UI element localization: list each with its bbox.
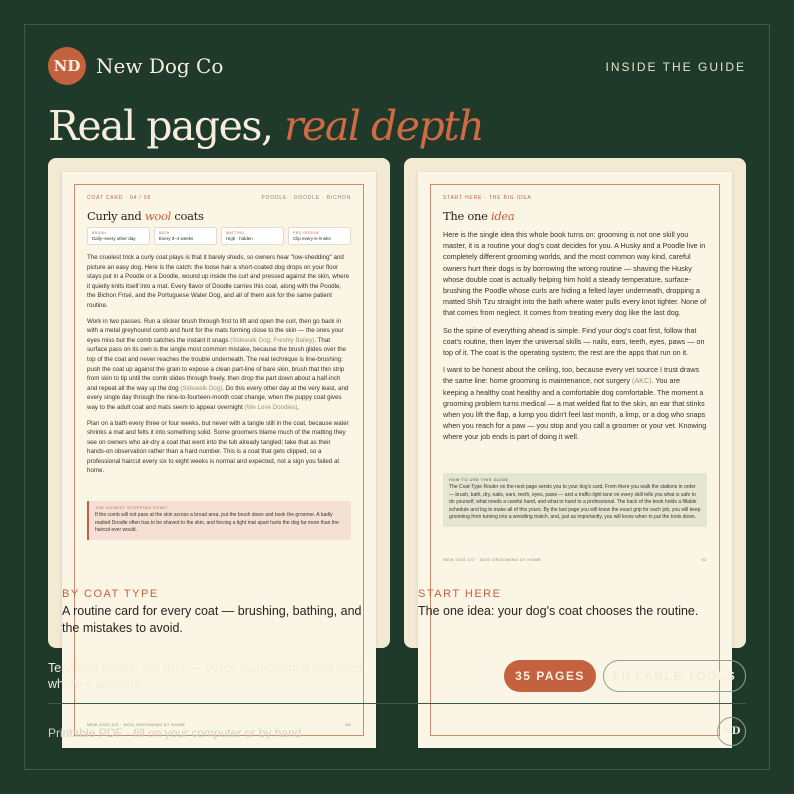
text-run: Work in two passes. Run a slicker brush through first to lift and open the curl, then go back in with a metal greyhound comb and hunt for the mats forming close to the skin — the ones your eyes miss but the comb catches the instant it snags xyxy=(87,317,344,344)
chip-bath xyxy=(154,227,217,245)
text-run: . Do this every other day at the very least, and every single day through the nine-to-fourteen-month coat change, when the puppy coat gives way to the adult coat and mats seem to appear overnight xyxy=(87,384,349,411)
divider xyxy=(48,703,746,704)
headline-part-b: real depth xyxy=(284,102,484,150)
pages-count-pill: 35 PAGES xyxy=(504,660,596,692)
page-number: 02 xyxy=(701,557,707,562)
note-text: The Coat-Type Router on the next page sends you to your dog's card. From there you walk the stations in order — brush, bath, dry, nails, ears, teeth, eyes, paws — and a traffic-light lane on every skill tells you what is safe to do yourself, what needs a careful hand, and what to hand to a professional. The back of the book holds a fillable schedule and log to make all of this yours. By the last page you will know the exact grip for each job, you will keep grooming from turning into a wrestling match, and, just as importantly, you will know when to put the tools down. xyxy=(449,484,701,520)
headline xyxy=(48,102,483,150)
paragraph: Here is the single idea this whole book turns on: grooming is not one skill you master, it is a routine your dog's coat decides for you. A Husky and a Poodle live in completely different grooming worlds, and the most common way kind, careful owners hurt their dogs is by borrowing the wrong routine — shaving the Husky whose double coat is actually helping him hold a steady temperature, surface-brushing the Poodle whose curls are hiding a felted layer underneath, dropping a matted Shih Tzu straight into the bath where water pulls every knot tighter. None of that comes from neglect. It comes from treating every dog like the last dog. xyxy=(443,230,707,318)
chip-value: High · hidden xyxy=(226,236,253,241)
stopping-point-note xyxy=(87,501,351,540)
page-border xyxy=(74,184,364,736)
chip-key: PRO GROOM xyxy=(293,231,319,235)
page-number: 08 xyxy=(345,722,351,727)
paragraph xyxy=(443,364,707,442)
card-start-here xyxy=(404,158,746,648)
paragraph: The cruelest trick a curly coat plays is that it barely sheds, so owners hear "low-shedding" and picture an easy dog. Here is the catch: the loose hair a short-coated dog drops on your floor stays put in a Poodle or a Doodle, wound up inside the curl and pressed against the skin, where it quietly knits itself into a mat. Every flavor of Doodle carries this coat, along with the Poodle, the Bichon Frisé, and the Portuguese Water Dog, and all of them ask for the same patient routine. xyxy=(87,254,350,309)
note-heading: HOW TO USE THIS GUIDE xyxy=(449,478,509,482)
chip-value: Every 3–4 weeks xyxy=(159,236,194,241)
page-footer-label: NEW DOG CO · DOG GROOMING AT HOME xyxy=(87,722,186,727)
citation: (We Love Doodles) xyxy=(244,403,298,411)
chip-matting xyxy=(221,227,284,245)
headline-part-a: Real pages, xyxy=(48,102,273,150)
chip-row xyxy=(87,227,351,245)
page-title xyxy=(443,209,514,223)
brand-name: New Dog Co xyxy=(96,54,224,78)
chip-pro-groom xyxy=(288,227,351,245)
page-top-bar xyxy=(443,195,707,201)
card-caption: A routine card for every coat — brushing, bathing, and the mistakes to avoid. xyxy=(62,604,362,635)
page-title-c: coats xyxy=(174,209,204,223)
paragraph xyxy=(87,317,351,413)
chip-value: Daily–every other day xyxy=(92,236,136,241)
page-footer-label: NEW DOG CO · DOG GROOMING AT HOME xyxy=(443,557,542,562)
paragraph: Plan on a bath every three or four weeks, but never with a tangle still in the coat, because water shrinks a mat and felts it into something solid. Some groomers blame much of the matting they see on owners who air-dry a coat that went into the tub already tangled; take that as their hands-on observation rather than a hard number. This is a coat that gets clipped, so a professional haircut every six to eight weeks is normal and expected, not a sign you failed at home. xyxy=(87,419,349,475)
page-title-a: The one xyxy=(443,209,488,223)
card-caption: The one idea: your dog's coat chooses the routine. xyxy=(418,604,699,618)
teaching-note: Teaching pages, not filler — every load-bearing fact cited where it appears. xyxy=(48,661,363,691)
note-heading: THE HONEST STOPPING POINT xyxy=(95,506,168,510)
page-border xyxy=(430,184,720,736)
page-body xyxy=(87,253,351,482)
page-footer xyxy=(443,557,707,562)
citation: (Sidewalk Dog) xyxy=(180,384,223,392)
printable-note: Printable PDF · fill on your computer or by hand xyxy=(48,726,302,740)
paragraph: So the spine of everything ahead is simple. Find your dog's coat first, follow that coat's routine, then layer the universal skills — nails, ears, teeth, eyes, paws — on top of it. The coat is the operating system; the rest are the apps that run on it. xyxy=(443,325,705,358)
note-text: If the comb will not pass at the skin across a broad area, put the brush down and book the groomer. A badly matted Doodle often has to be shaved to the skin, and forcing a tight mat apart hurts the dog far more than the haircut ever would. xyxy=(95,512,339,533)
page-top-bar xyxy=(87,195,351,201)
citation: (AKC) xyxy=(631,376,652,386)
citation: (Sidewalk Dog; Freshly Bailey) xyxy=(230,336,315,344)
text-run: I want to be honest about the ceiling, too, because every vet source I trust draws the same line: home grooming is maintenance, not surgery xyxy=(443,365,700,386)
page-title-a: Curly and xyxy=(87,209,142,223)
page-title-b: idea xyxy=(490,209,515,223)
card-label: START HERE xyxy=(418,588,502,600)
chip-key: MATTING xyxy=(226,231,245,235)
mini-logo-badge: ND xyxy=(717,717,746,746)
chip-key: BATH xyxy=(159,231,170,235)
text-run: . xyxy=(297,403,300,411)
logo-badge: ND xyxy=(48,47,86,85)
page-breeds-label: POODLE · DOODLE · BICHON xyxy=(261,195,351,201)
header-kicker: INSIDE THE GUIDE xyxy=(605,60,746,74)
fillable-tools-pill: FILLABLE TOOLS xyxy=(603,660,746,692)
card-label: BY COAT TYPE xyxy=(62,588,159,600)
page-body xyxy=(443,229,707,449)
chip-key: BRUSH xyxy=(92,231,107,235)
page-title xyxy=(87,209,204,223)
page-section-label: COAT CARD · 04 / 08 xyxy=(87,195,151,201)
text-run: . You are keeping a healthy coat healthy and a comfortable dog comfortable. The moment a grooming problem turns medical — a mat welded flat to the skin, an ear that stinks when you lift the flap, a lump you didn't feel last month, a limp, or a dog who snaps when you reach for a paw — you stop and you call a groomer or your vet. Knowing where your job ends is part of doing it well. xyxy=(443,376,707,442)
page-section-label: START HERE · THE BIG IDEA xyxy=(443,195,532,201)
chip-value: Clip every 6–8 wks xyxy=(293,236,331,241)
how-to-use-note xyxy=(443,473,707,527)
text-run: . That surface pass on its own is the single most common mistake, because the brush glides over the top of the coat and never reaches the trouble underneath. The real technique is line-brushing: push the coat up against the grain to expose a clean part-line of bare skin, brush that thin strip from skin to tip until the comb slides through freely, then drop the part down about a half-inch and repeat all the way up the dog xyxy=(87,336,346,392)
chip-brush xyxy=(87,227,150,245)
page-title-b: wool xyxy=(144,209,171,223)
